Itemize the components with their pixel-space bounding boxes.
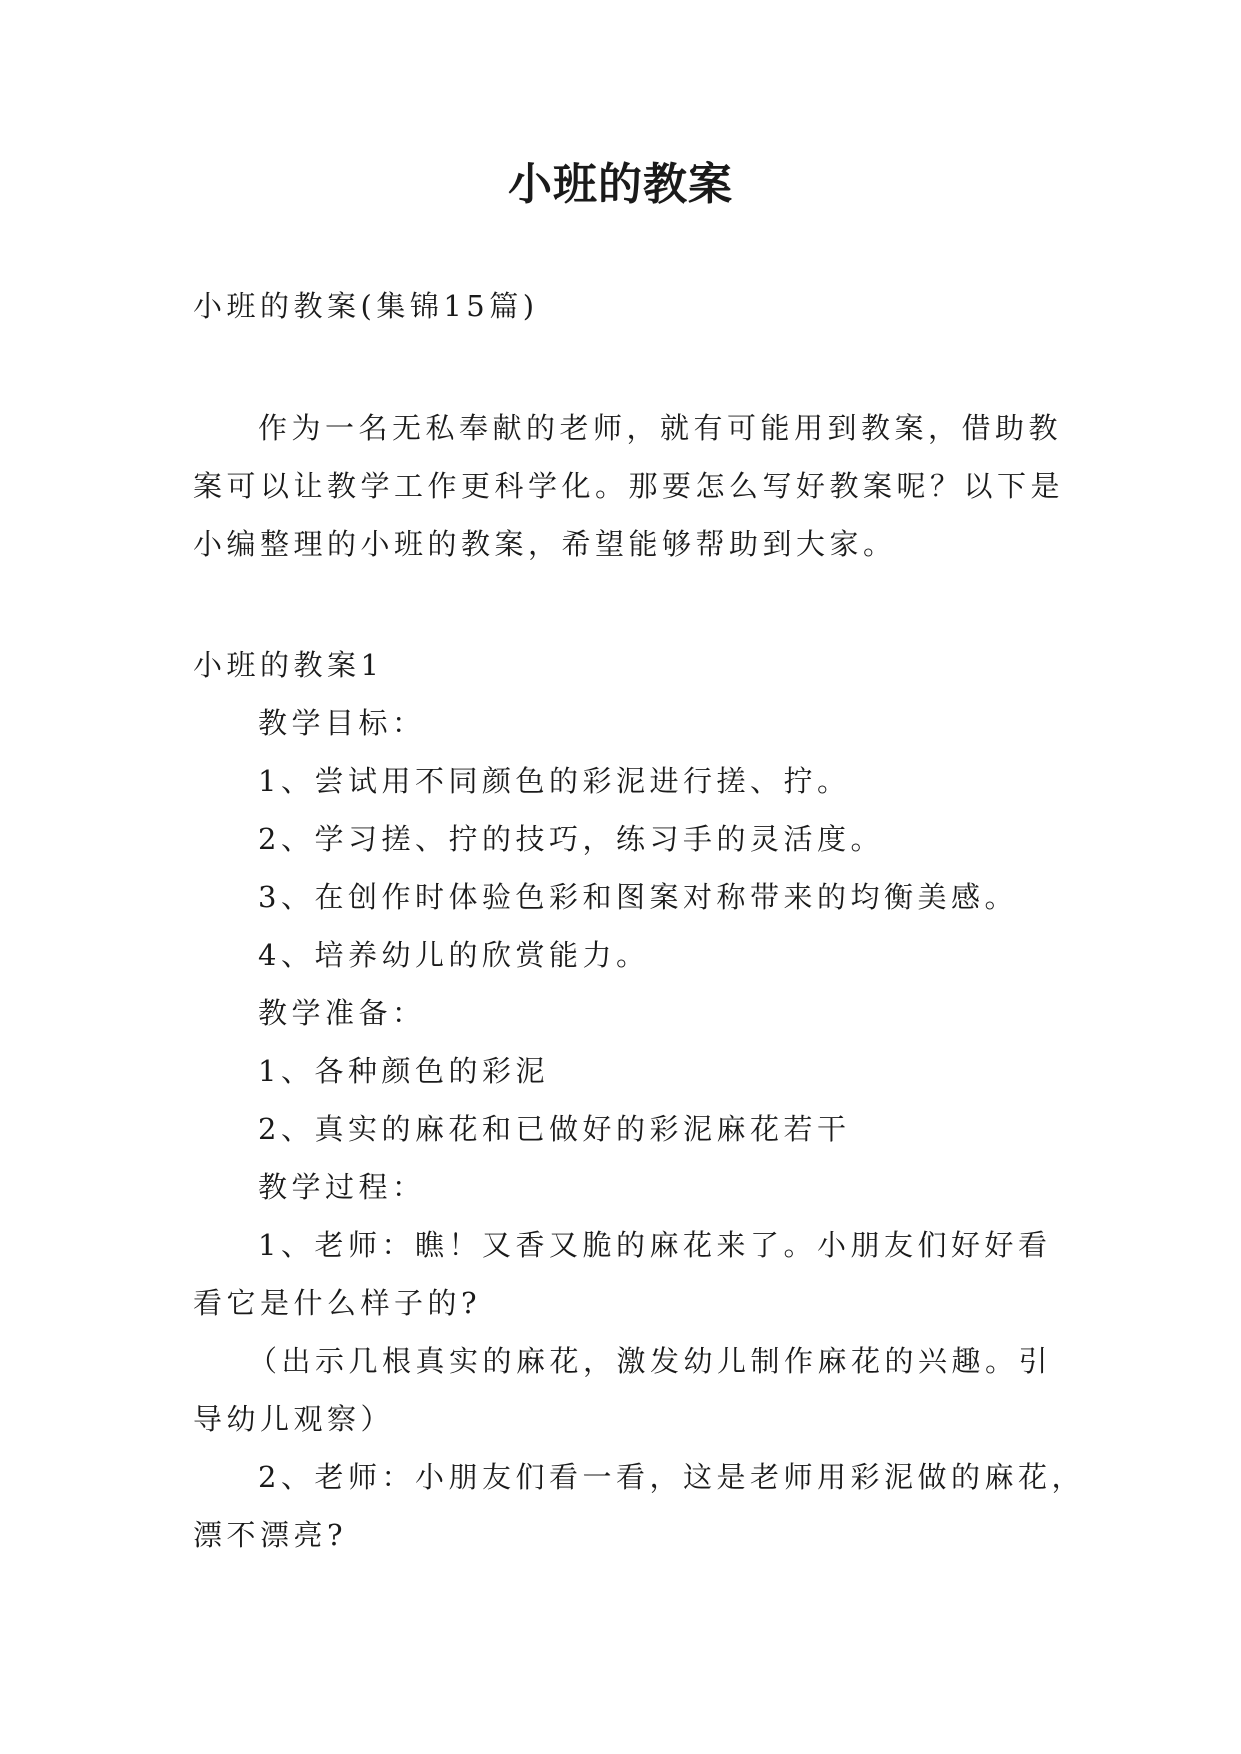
goal-item-2: 2、学习搓、拧的技巧，练习手的灵活度。 xyxy=(258,822,884,856)
prep-item-2: 2、真实的麻花和已做好的彩泥麻花若干 xyxy=(258,1112,851,1146)
process-step-2-line-2: 漂不漂亮? xyxy=(193,1518,348,1552)
goal-item-1: 1、尝试用不同颜色的彩泥进行搓、拧。 xyxy=(258,764,851,798)
goal-item-4: 4、培养幼儿的欣赏能力。 xyxy=(258,938,650,972)
goal-item-3: 3、在创作时体验色彩和图案对称带来的均衡美感。 xyxy=(258,880,1018,914)
document-subtitle: 小班的教案(集锦15篇) xyxy=(193,289,539,323)
section-heading: 小班的教案1 xyxy=(193,648,384,682)
prep-item-1: 1、各种颜色的彩泥 xyxy=(258,1054,549,1088)
intro-line-1: 作为一名无私奉献的老师，就有可能用到教案，借助教 xyxy=(258,411,1063,445)
process-note-line-1: （出示几根真实的麻花，激发幼儿制作麻花的兴趣。引 xyxy=(248,1344,1053,1378)
label-teaching-goals: 教学目标： xyxy=(258,706,426,740)
process-step-1-line-2: 看它是什么样子的? xyxy=(193,1286,482,1320)
label-teaching-process: 教学过程： xyxy=(258,1170,426,1204)
intro-line-3: 小编整理的小班的教案，希望能够帮助到大家。 xyxy=(193,527,897,561)
document-title: 小班的教案 xyxy=(508,159,733,210)
process-step-1-line-1: 1、老师：瞧！又香又脆的麻花来了。小朋友们好好看 xyxy=(258,1228,1052,1262)
label-teaching-prep: 教学准备： xyxy=(258,996,426,1030)
process-note-line-2: 导幼儿观察） xyxy=(193,1402,395,1436)
process-step-2-line-1: 2、老师：小朋友们看一看，这是老师用彩泥做的麻花， xyxy=(258,1460,1085,1494)
intro-line-2: 案可以让教学工作更科学化。那要怎么写好教案呢？以下是 xyxy=(193,469,1065,503)
